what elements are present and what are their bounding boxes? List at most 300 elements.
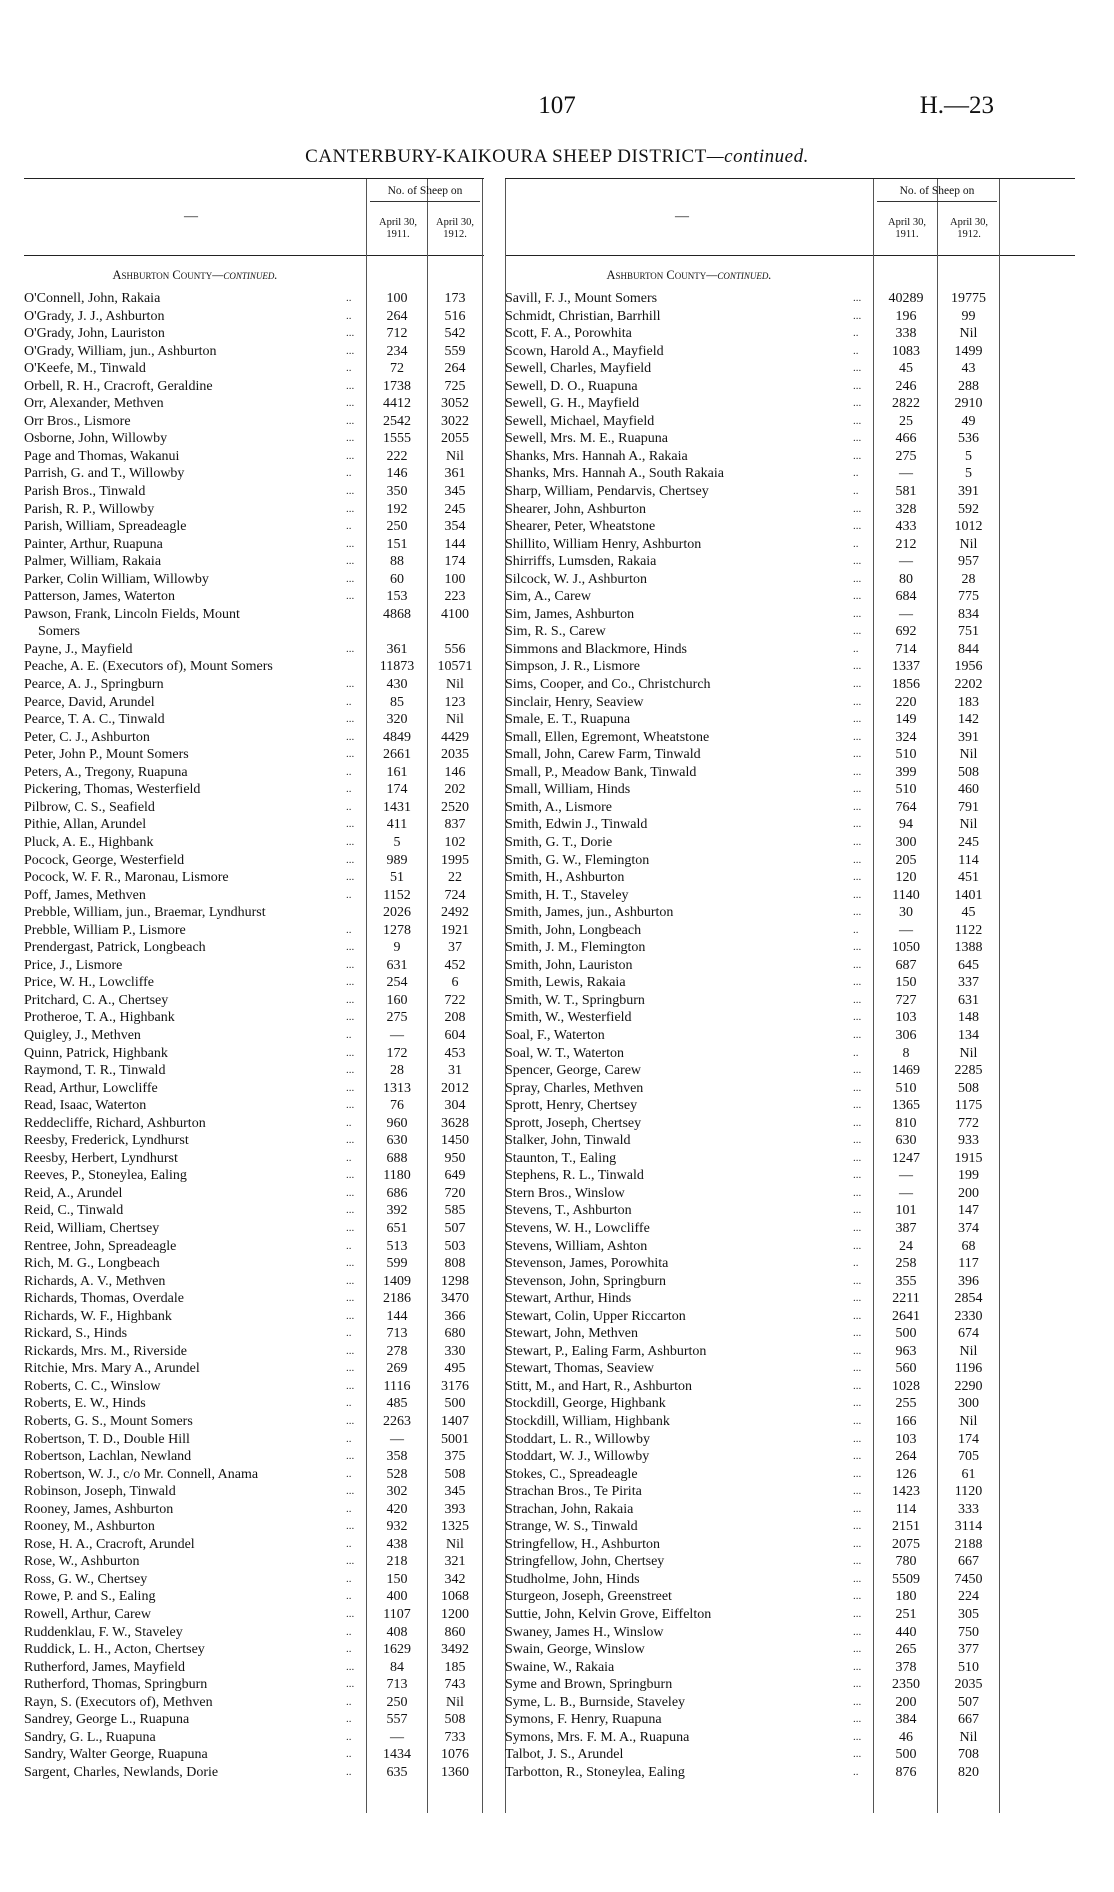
row-leader-dots: ... — [853, 432, 862, 445]
row-name: Parish Bros., Tinwald — [24, 484, 146, 500]
row-sheep-1911: 599 — [386, 1256, 408, 1272]
row-leader-dots: ... — [853, 871, 862, 884]
row-sheep-1912: 1956 — [954, 659, 983, 675]
row-name: Shearer, Peter, Wheatstone — [505, 519, 656, 535]
row-name: Parish, William, Spreadeagle — [24, 519, 187, 535]
row-name: Smith, H. T., Staveley — [505, 887, 629, 903]
row-sheep-1911: 960 — [386, 1115, 408, 1131]
row-sheep-1911: 1313 — [383, 1080, 411, 1096]
row-sheep-1911: 150 — [895, 975, 917, 991]
row-sheep-1911: 2075 — [892, 1536, 920, 1552]
row-sheep-1912: 102 — [444, 834, 466, 850]
row-sheep-1912: 453 — [444, 1045, 466, 1061]
row-leader-dots: .. — [346, 1730, 352, 1743]
row-leader-dots: ... — [346, 590, 355, 603]
row-sheep-1911: 76 — [390, 1098, 404, 1114]
row-leader-dots: ... — [853, 1028, 862, 1041]
row-sheep-1912: 391 — [958, 484, 979, 500]
row-leader-dots: ... — [853, 1590, 862, 1603]
row-name: O'Grady, J. J., Ashburton — [24, 308, 165, 324]
row-leader-dots: ... — [853, 1432, 862, 1445]
table-row — [24, 1624, 484, 1642]
row-leader-dots: .. — [346, 923, 352, 936]
row-leader-dots: ... — [853, 1134, 862, 1147]
row-sheep-1912: 43 — [961, 361, 976, 377]
row-sheep-1911: 684 — [895, 589, 917, 605]
row-sheep-1912: 5 — [965, 448, 972, 464]
row-leader-dots: ... — [346, 853, 355, 866]
row-sheep-1911: 1423 — [892, 1484, 920, 1500]
row-sheep-1912: 342 — [444, 1571, 466, 1587]
row-leader-dots: ... — [853, 607, 862, 620]
row-name: Pearce, T. A. C., Tinwald — [24, 712, 165, 728]
table-row — [505, 869, 1075, 887]
row-sheep-1911: 9 — [393, 940, 401, 956]
row-leader-dots: ... — [853, 1537, 862, 1550]
row-leader-dots: ... — [346, 748, 355, 761]
table-row — [505, 641, 1075, 659]
row-name: Syme, L. B., Burnside, Staveley — [505, 1694, 686, 1710]
table-row — [505, 1378, 1075, 1396]
row-leader-dots: ... — [346, 1555, 355, 1568]
row-leader-dots: ... — [853, 1730, 862, 1743]
row-name: Rayn, S. (Executors of), Methven — [24, 1694, 213, 1710]
row-sheep-1912: 1325 — [441, 1519, 469, 1535]
row-sheep-1911: 218 — [386, 1554, 408, 1570]
row-leader-dots: .. — [346, 520, 352, 533]
table-row — [24, 1062, 484, 1080]
table-row — [24, 1729, 484, 1747]
row-sheep-1911: 420 — [386, 1501, 408, 1517]
row-sheep-1912: 507 — [444, 1220, 466, 1236]
row-leader-dots: ... — [346, 1292, 355, 1305]
row-sheep-1911: 250 — [386, 1694, 408, 1710]
row-sheep-1911: 222 — [386, 448, 408, 464]
table-row — [24, 413, 484, 431]
row-name: O'Grady, William, jun., Ashburton — [24, 343, 217, 359]
row-name: Sewell, Mrs. M. E., Ruapuna — [505, 431, 668, 447]
row-sheep-1912: 200 — [958, 1185, 979, 1201]
table-row — [505, 1080, 1075, 1098]
row-sheep-1911: 510 — [895, 1080, 917, 1096]
row-sheep-1911: 161 — [386, 764, 408, 780]
row-leader-dots: .. — [346, 467, 352, 480]
row-sheep-1911: 528 — [386, 1466, 408, 1482]
row-sheep-1912: 720 — [444, 1185, 466, 1201]
row-sheep-1911: — — [390, 1027, 404, 1043]
row-name: Rickard, S., Hinds — [24, 1326, 128, 1342]
row-leader-dots: ... — [346, 1064, 355, 1077]
row-sheep-1911: 408 — [386, 1624, 408, 1640]
row-sheep-1911: 1152 — [383, 887, 411, 903]
row-leader-dots: ... — [853, 800, 862, 813]
row-sheep-1912: 2035 — [954, 1677, 983, 1693]
row-leader-dots: .. — [346, 1625, 352, 1638]
row-leader-dots: ... — [853, 1099, 862, 1112]
row-sheep-1912: 510 — [958, 1659, 979, 1675]
row-name: Savill, F. J., Mount Somers — [505, 291, 658, 306]
row-leader-dots: .. — [346, 1748, 352, 1761]
row-sheep-1912: 649 — [444, 1168, 466, 1184]
row-sheep-1911: 275 — [386, 1010, 408, 1026]
row-sheep-1911: 320 — [386, 712, 408, 728]
row-sheep-1911: 2151 — [892, 1519, 920, 1535]
row-leader-dots: ... — [853, 1485, 862, 1498]
row-sheep-1911: 51 — [390, 870, 404, 886]
row-sheep-1912: 123 — [444, 694, 466, 710]
row-sheep-1911: 338 — [895, 326, 917, 342]
row-name: Smith, Edwin J., Tinwald — [505, 817, 648, 833]
table-row — [24, 448, 484, 466]
row-sheep-1912: 208 — [444, 1010, 466, 1026]
row-name: Sewell, D. O., Ruapuna — [505, 378, 638, 394]
row-leader-dots: ... — [853, 590, 862, 603]
row-sheep-1912: 374 — [958, 1220, 979, 1236]
row-leader-dots: ... — [346, 730, 355, 743]
table-row — [505, 1115, 1075, 1133]
row-sheep-1912: 674 — [958, 1326, 979, 1342]
row-sheep-1911: 200 — [895, 1694, 917, 1710]
row-sheep-1911: 500 — [895, 1326, 917, 1342]
row-sheep-1911: 438 — [386, 1536, 408, 1552]
row-name: Parker, Colin William, Willowby — [24, 571, 209, 587]
table-row — [24, 1325, 484, 1343]
row-sheep-1911: 265 — [895, 1642, 917, 1658]
row-sheep-1911: 101 — [895, 1203, 917, 1219]
table-row — [505, 1553, 1075, 1571]
row-sheep-1912: 3052 — [441, 396, 469, 412]
table-row — [24, 1255, 484, 1273]
row-name: Sewell, G. H., Mayfield — [505, 396, 640, 412]
row-name: Stoddart, W. J., Willowby — [505, 1449, 650, 1465]
row-sheep-1911: 275 — [895, 448, 917, 464]
row-leader-dots: ... — [853, 1572, 862, 1585]
row-leader-dots: .. — [346, 1151, 352, 1164]
row-name: Sewell, Michael, Mayfield — [505, 413, 655, 429]
table-row — [24, 536, 484, 554]
row-sheep-1912: 860 — [444, 1624, 466, 1640]
row-sheep-1912: 288 — [958, 378, 979, 394]
row-leader-dots: ... — [853, 853, 862, 866]
row-name: O'Grady, John, Lauriston — [24, 326, 165, 342]
table-row — [505, 1694, 1075, 1712]
table-row — [505, 1588, 1075, 1606]
right-table — [505, 178, 1075, 1781]
row-sheep-1912: 49 — [961, 413, 976, 429]
row-sheep-1912: 722 — [444, 992, 466, 1008]
row-sheep-1912: 1175 — [954, 1098, 983, 1114]
row-sheep-1911: 234 — [386, 343, 408, 359]
row-name: Schmidt, Christian, Barrhill — [505, 308, 661, 324]
table-row — [505, 816, 1075, 834]
row-sheep-1912: 3114 — [954, 1519, 983, 1535]
row-leader-dots: ... — [346, 1011, 355, 1024]
row-leader-dots: .. — [853, 537, 859, 550]
row-name: Pritchard, C. A., Chertsey — [24, 992, 169, 1008]
row-name: Strachan, John, Rakaia — [505, 1501, 634, 1517]
row-leader-dots: ... — [853, 783, 862, 796]
table-row — [505, 571, 1075, 589]
row-leader-dots: ... — [346, 572, 355, 585]
row-name: Stewart, Colin, Upper Riccarton — [505, 1308, 686, 1324]
row-sheep-1911: 30 — [899, 905, 913, 921]
row-name: Smith, H., Ashburton — [505, 870, 625, 886]
right-rows — [505, 290, 1075, 1781]
row-name: Soal, F., Waterton — [505, 1027, 605, 1043]
row-leader-dots: ... — [346, 941, 355, 954]
row-sheep-1911: 727 — [895, 992, 917, 1008]
row-sheep-1912: 6 — [451, 975, 459, 991]
table-row — [24, 1483, 484, 1501]
row-sheep-1912: Nil — [446, 1536, 464, 1552]
row-name: Swaney, James H., Winslow — [505, 1624, 664, 1640]
row-leader-dots: ... — [346, 1379, 355, 1392]
row-sheep-1911: 2350 — [892, 1677, 920, 1693]
table-row — [24, 378, 484, 396]
row-sheep-1912: 507 — [958, 1694, 979, 1710]
row-sheep-1911: 45 — [899, 361, 913, 377]
row-leader-dots: .. — [853, 327, 859, 340]
row-sheep-1912: 7450 — [954, 1571, 983, 1587]
row-sheep-1912: 22 — [448, 870, 462, 886]
table-row — [505, 1308, 1075, 1326]
row-name: Ross, G. W., Chertsey — [24, 1571, 148, 1587]
row-leader-dots: .. — [346, 1765, 352, 1778]
row-sheep-1912: 1298 — [441, 1273, 469, 1289]
row-name: Pluck, A. E., Highbank — [24, 834, 154, 850]
table-row — [505, 1466, 1075, 1484]
row-sheep-1912: 354 — [444, 519, 466, 535]
row-name: Read, Arthur, Lowcliffe — [24, 1080, 158, 1096]
table-row — [505, 1501, 1075, 1519]
row-sheep-1911: 212 — [895, 536, 917, 552]
row-sheep-1911: 205 — [895, 852, 917, 868]
row-sheep-1911: 1431 — [383, 799, 411, 815]
row-name: Rowe, P. and S., Ealing — [24, 1589, 156, 1605]
row-leader-dots: ... — [346, 958, 355, 971]
row-sheep-1912: 5 — [965, 466, 972, 482]
row-sheep-1911: 635 — [386, 1764, 408, 1780]
row-leader-dots: ... — [346, 1186, 355, 1199]
row-leader-dots: .. — [346, 1239, 352, 1252]
row-sheep-1911: 1107 — [383, 1607, 411, 1623]
row-sheep-1911: 1629 — [383, 1642, 411, 1658]
row-sheep-1911: 2026 — [383, 905, 411, 921]
table-row — [505, 448, 1075, 466]
table-row — [24, 1150, 484, 1168]
row-sheep-1911: 688 — [386, 1150, 408, 1166]
table-row — [505, 1097, 1075, 1115]
row-sheep-1912: 31 — [448, 1063, 462, 1079]
row-name: Prebble, William, jun., Braemar, Lyndhurst — [24, 905, 266, 921]
row-sheep-1912: 1915 — [954, 1150, 983, 1166]
row-sheep-1911: 196 — [895, 308, 917, 324]
row-sheep-1912: 1499 — [954, 343, 983, 359]
row-sheep-1911: 631 — [386, 957, 408, 973]
row-name: Orr, Alexander, Methven — [24, 396, 164, 412]
row-leader-dots: ... — [853, 625, 862, 638]
row-leader-dots: .. — [346, 1397, 352, 1410]
table-row — [24, 922, 484, 940]
table-row — [505, 834, 1075, 852]
section-label: Ashburton County — [112, 268, 213, 282]
row-sheep-1912: 4429 — [441, 729, 469, 745]
table-row — [505, 1220, 1075, 1238]
header-year-1912: April 30, 1912. — [436, 217, 474, 240]
table-row — [24, 1553, 484, 1571]
row-leader-dots: ... — [853, 1204, 862, 1217]
row-sheep-1912: 1122 — [954, 922, 983, 938]
row-name: Small, William, Hinds — [505, 782, 631, 798]
row-leader-dots: ... — [853, 941, 862, 954]
row-leader-dots: ... — [346, 485, 355, 498]
row-sheep-1912: 2290 — [954, 1378, 983, 1394]
table-row — [505, 290, 1075, 308]
row-name: Soal, W. T., Waterton — [505, 1045, 625, 1061]
row-name: Stokes, C., Spreadeagle — [505, 1466, 638, 1482]
row-leader-dots: ... — [346, 835, 355, 848]
row-sheep-1911: 384 — [895, 1712, 917, 1728]
table-row — [24, 1641, 484, 1659]
table-row — [24, 939, 484, 957]
row-name: Richards, A. V., Methven — [24, 1273, 166, 1289]
row-sheep-1911: 810 — [895, 1115, 917, 1131]
row-sheep-1911: 1028 — [892, 1378, 920, 1394]
table-row — [24, 343, 484, 361]
row-leader-dots: ... — [853, 1502, 862, 1515]
row-sheep-1912: 304 — [444, 1098, 466, 1114]
row-sheep-1912: Nil — [446, 677, 464, 693]
row-sheep-1912: 45 — [961, 905, 976, 921]
row-leader-dots: ... — [346, 1660, 355, 1673]
table-row — [24, 887, 484, 905]
row-leader-dots: ... — [853, 1555, 862, 1568]
row-name: Symons, F. Henry, Ruapuna — [505, 1712, 662, 1728]
row-name: Rose, H. A., Cracroft, Arundel — [24, 1536, 195, 1552]
row-leader-dots: ... — [853, 958, 862, 971]
table-row — [505, 413, 1075, 431]
row-name: O'Connell, John, Rakaia — [24, 291, 161, 306]
row-name: Syme and Brown, Springburn — [505, 1677, 673, 1693]
row-leader-dots: .. — [346, 292, 352, 304]
table-row — [505, 1641, 1075, 1659]
row-sheep-1912: 1068 — [441, 1589, 469, 1605]
table-row — [24, 501, 484, 519]
row-sheep-1911: 686 — [386, 1185, 408, 1201]
row-leader-dots: ... — [346, 1169, 355, 1182]
row-sheep-1912: 2188 — [954, 1536, 983, 1552]
row-name: Sprott, Henry, Chertsey — [505, 1098, 638, 1114]
row-sheep-1911: 25 — [899, 413, 913, 429]
table-row — [24, 518, 484, 536]
row-name: Pilbrow, C. S., Seafield — [24, 799, 155, 815]
row-sheep-1912: 1360 — [441, 1764, 469, 1780]
table-row — [505, 957, 1075, 975]
row-sheep-1912: 174 — [444, 554, 466, 570]
row-leader-dots: ... — [346, 642, 355, 655]
row-name: Scott, F. A., Porowhita — [505, 326, 632, 342]
row-sheep-1911: 278 — [386, 1343, 408, 1359]
row-leader-dots: ... — [853, 555, 862, 568]
row-sheep-1911: 8 — [902, 1045, 910, 1061]
row-sheep-1912: 808 — [444, 1256, 466, 1272]
row-name: Prendergast, Patrick, Longbeach — [24, 940, 206, 956]
row-leader-dots: ... — [346, 1485, 355, 1498]
row-name: Stevenson, John, Springburn — [505, 1273, 666, 1289]
row-sheep-1912: 305 — [958, 1607, 979, 1623]
row-sheep-1912: 592 — [958, 501, 979, 517]
page-title — [0, 146, 1114, 168]
row-sheep-1911: 258 — [895, 1256, 917, 1272]
row-name: Silcock, W. J., Ashburton — [505, 571, 647, 587]
table-row — [505, 1764, 1075, 1782]
row-sheep-1912: Nil — [959, 1045, 978, 1061]
row-name: Small, Ellen, Egremont, Wheatstone — [505, 729, 710, 745]
table-row — [24, 1518, 484, 1536]
table-row — [24, 1536, 484, 1554]
section-label: Ashburton County — [606, 268, 707, 282]
table-row — [24, 1080, 484, 1098]
row-name: Sim, James, Ashburton — [505, 606, 635, 622]
row-sheep-1911: 120 — [895, 870, 917, 886]
row-sheep-1912: 361 — [444, 466, 466, 482]
row-sheep-1912: 705 — [958, 1449, 979, 1465]
row-sheep-1912: 725 — [444, 378, 466, 394]
table-row — [24, 1360, 484, 1378]
row-name: Stringfellow, H., Ashburton — [505, 1536, 661, 1552]
row-sheep-1911: 251 — [895, 1607, 917, 1623]
row-name: Shillito, William Henry, Ashburton — [505, 536, 702, 552]
row-leader-dots: ... — [853, 1309, 862, 1322]
row-name: Sewell, Charles, Mayfield — [505, 361, 652, 377]
row-leader-dots: ... — [853, 1362, 862, 1375]
row-name: Rutherford, Thomas, Springburn — [24, 1677, 208, 1693]
row-leader-dots: .. — [853, 1046, 859, 1059]
row-sheep-1911: 876 — [895, 1764, 917, 1780]
row-leader-dots: ... — [346, 818, 355, 831]
row-name: Tarbotton, R., Stoneylea, Ealing — [505, 1764, 685, 1780]
table-row — [24, 1746, 484, 1764]
row-leader-dots: ... — [853, 397, 862, 410]
left-table — [24, 178, 484, 1781]
row-name: Pithie, Allan, Arundel — [24, 817, 147, 833]
table-row — [505, 922, 1075, 940]
row-sheep-1912: 645 — [958, 957, 979, 973]
table-row — [505, 1150, 1075, 1168]
row-name: Richards, Thomas, Overdale — [24, 1291, 184, 1307]
row-sheep-1912: 245 — [958, 834, 979, 850]
row-sheep-1912: 834 — [958, 606, 979, 622]
row-sheep-1911: 4849 — [383, 729, 411, 745]
table-row — [505, 483, 1075, 501]
table-row — [24, 1676, 484, 1694]
table-row — [505, 1132, 1075, 1150]
row-sheep-1911: 692 — [895, 624, 917, 640]
row-leader-dots: ... — [853, 730, 862, 743]
row-leader-dots: ... — [346, 1099, 355, 1112]
row-sheep-1911: 84 — [390, 1659, 404, 1675]
row-name: Rooney, M., Ashburton — [24, 1519, 155, 1535]
row-sheep-1912: 708 — [958, 1747, 979, 1763]
row-sheep-1912: 2330 — [954, 1308, 983, 1324]
table-row — [505, 939, 1075, 957]
left-table-header — [24, 178, 484, 256]
row-sheep-1912: 117 — [958, 1256, 979, 1272]
row-name: Spencer, George, Carew — [505, 1063, 642, 1079]
row-sheep-1912: 3628 — [441, 1115, 469, 1131]
row-leader-dots: .. — [346, 1028, 352, 1041]
table-row — [24, 1220, 484, 1238]
